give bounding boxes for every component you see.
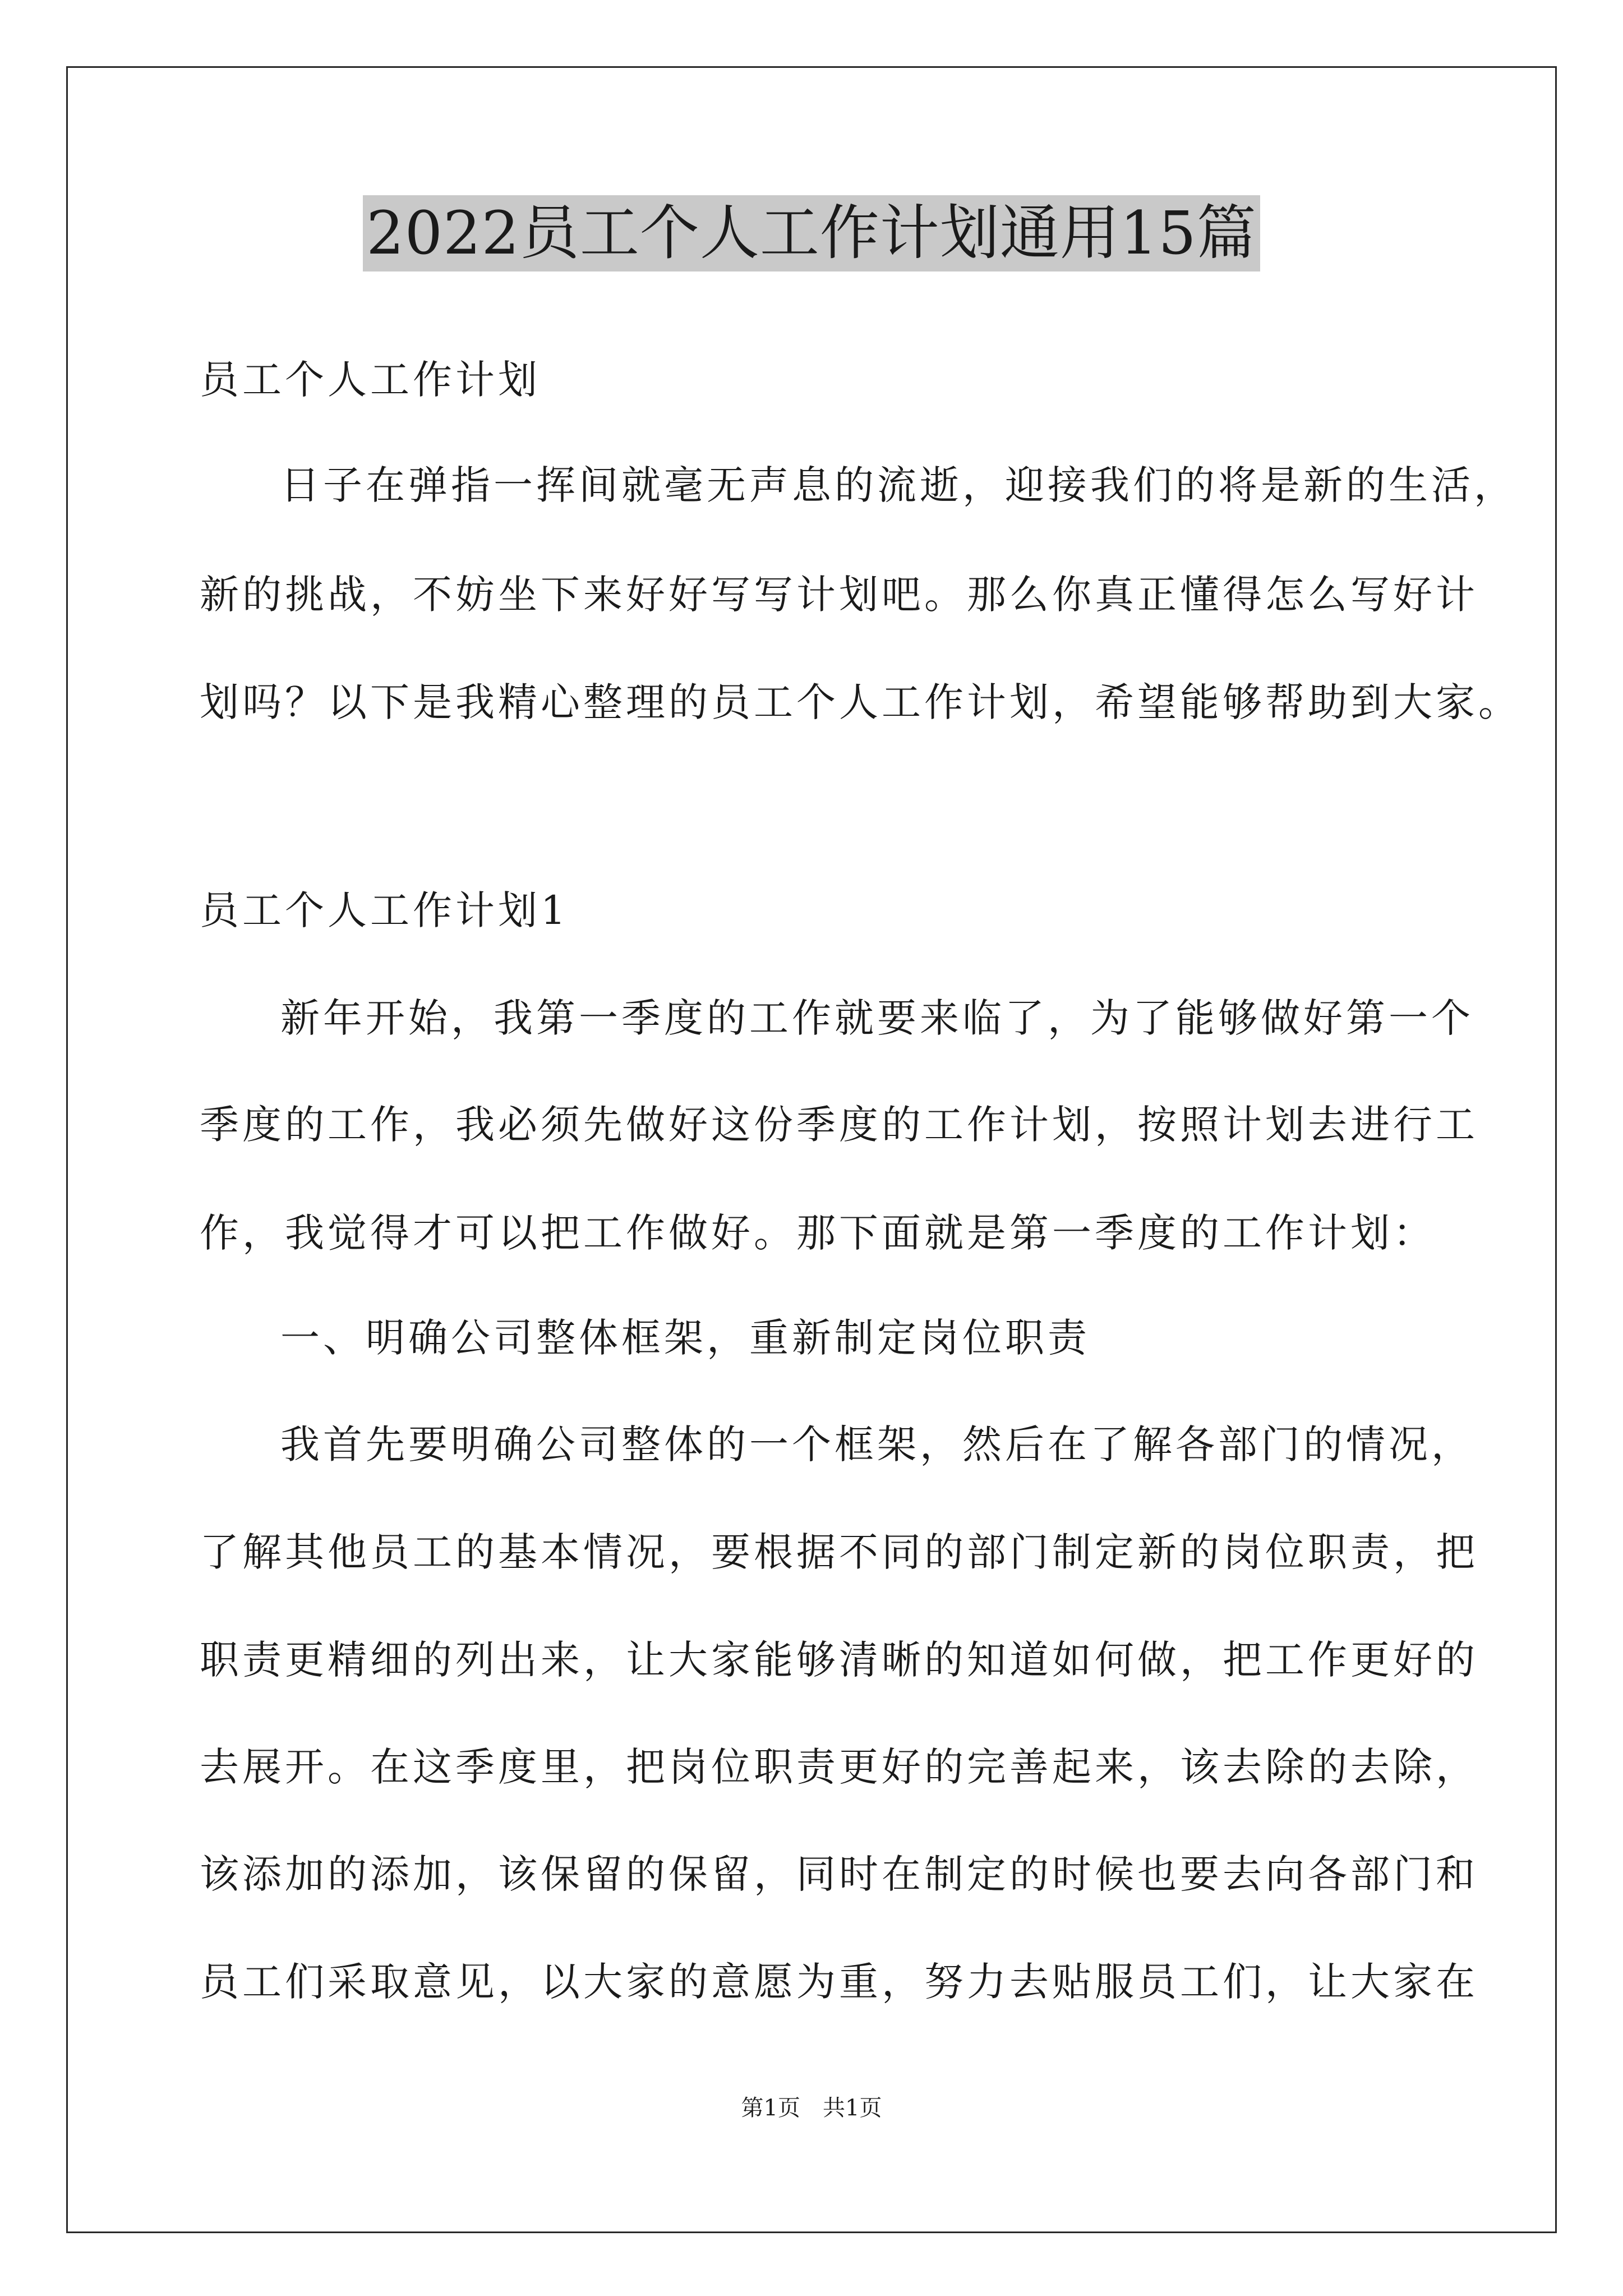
paragraph-line: 员工们采取意见，以大家的意愿为重，努力去贴服员工们，让大家在 — [200, 1959, 1478, 2005]
paragraph-line: 季度的工作，我必须先做好这份季度的工作计划，按照计划去进行工 — [200, 1102, 1478, 1148]
page-footer: 第1页 共1页 — [741, 2095, 882, 2121]
subheading-line: 一、明确公司整体框架，重新制定岗位职责 — [280, 1315, 1090, 1361]
section-heading-plan-1: 员工个人工作计划1 — [200, 887, 569, 933]
document-title: 2022员工个人工作计划通用15篇 — [363, 195, 1260, 272]
paragraph-line: 新的挑战，不妨坐下来好好写写计划吧。那么你真正懂得怎么写好计 — [200, 572, 1478, 618]
paragraph-line: 去展开。在这季度里，把岗位职责更好的完善起来，该去除的去除， — [200, 1744, 1478, 1790]
paragraph-line: 划吗？以下是我精心整理的员工个人工作计划，希望能够帮助到大家。 — [200, 679, 1521, 725]
title-container — [0, 195, 1623, 272]
paragraph-line: 了解其他员工的基本情况，要根据不同的部门制定新的岗位职责，把 — [200, 1529, 1478, 1575]
paragraph-line: 新年开始，我第一季度的工作就要来临了，为了能够做好第一个 — [280, 995, 1474, 1041]
paragraph-line: 该添加的添加，该保留的保留，同时在制定的时候也要去向各部门和 — [200, 1851, 1478, 1897]
paragraph-line: 职责更精细的列出来，让大家能够清晰的知道如何做，把工作更好的 — [200, 1637, 1478, 1683]
paragraph-line: 作，我觉得才可以把工作做好。那下面就是第一季度的工作计划： — [200, 1210, 1436, 1256]
paragraph-line: 我首先要明确公司整体的一个框架，然后在了解各部门的情况， — [280, 1421, 1474, 1467]
section-heading-intro: 员工个人工作计划 — [200, 357, 541, 403]
paragraph-line: 日子在弹指一挥间就毫无声息的流逝，迎接我们的将是新的生活， — [280, 462, 1516, 508]
